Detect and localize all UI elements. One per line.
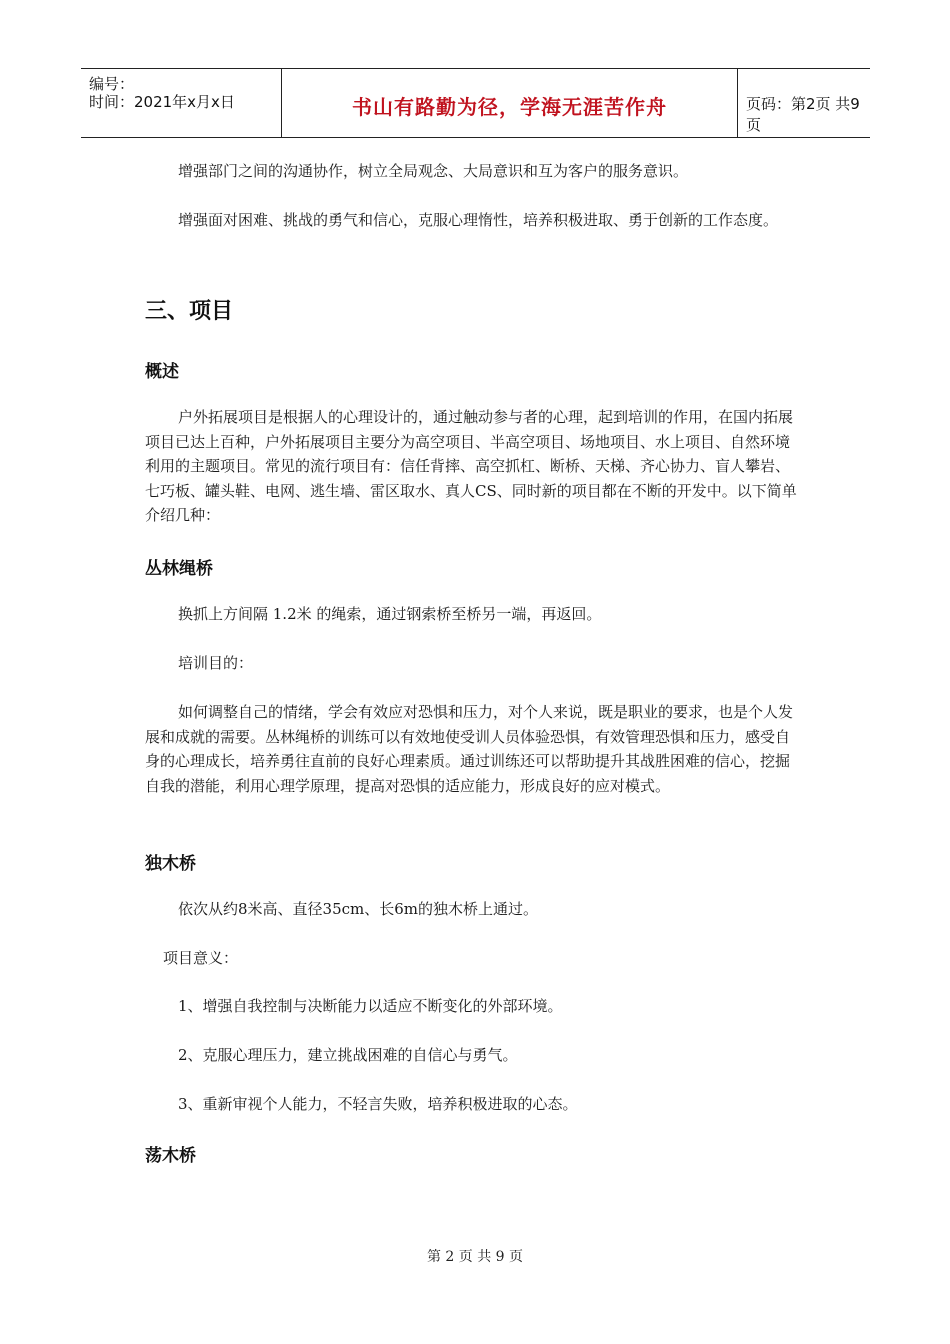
- time-label: 时间：2021年x月x日: [89, 93, 235, 111]
- swing-bridge-heading: 荡木桥: [145, 1146, 196, 1166]
- jungle-bridge-heading: 丛林绳桥: [145, 559, 213, 579]
- training-goal-paragraph: 如何调整自己的情绪，学会有效应对恐惧和压力，对个人来说，既是职业的要求，也是个人发展和成就的需要。丛林绳桥的训练可以有效地使受训人员体验恐惧，有效管理恐惧和压力，感受自身的心理成长，培养勇往直前的良好心理素质。通过训练还可以帮助提升其战胜困难的信心，挖掘自我的潜能，利用心理学原理，提高对恐惧的适应能力，形成良好的应对模式。: [145, 703, 794, 795]
- training-goal-label: 培训目的：: [178, 654, 254, 672]
- overview-paragraph: 户外拓展项目是根据人的心理设计的，通过触动参与者的心理，起到培训的作用，在国内拓展项目已达上百种，户外拓展项目主要分为高空项目、半高空项目、场地项目、水上项目、自然环境利用的主题项目。常见的流行项目有：信任背摔、高空抓杠、断桥、天梯、齐心协力、盲人攀岩、七巧板、罐头鞋、电网、逃生墙、雷区取水、真人CS、同时新的项目都在不断的开发中。以下简单介绍几种：: [145, 408, 797, 524]
- log-bridge-description: 依次从约8米高、直径35cm、长6m的独木桥上通过。: [178, 900, 539, 918]
- header-table: [81, 68, 870, 138]
- header-center-cell: [281, 69, 738, 137]
- jungle-bridge-description: 换抓上方间隔 1.2米 的绳索，通过钢索桥至桥另一端，再返回。: [178, 605, 602, 623]
- meaning-item-2: 2、克服心理压力，建立挑战困难的自信心与勇气。: [178, 1046, 518, 1064]
- number-label: 编号：: [89, 75, 135, 93]
- header-motto: 书山有路勤为径，学海无涯苦作舟: [352, 95, 667, 119]
- header-left-cell: [81, 69, 281, 137]
- paragraph-courage: 增强面对困难、挑战的勇气和信心，克服心理惰性，培养积极进取、勇于创新的工作态度。: [178, 211, 779, 229]
- project-meaning-label: 项目意义：: [163, 949, 239, 967]
- overview-heading: 概述: [145, 362, 179, 382]
- log-bridge-heading: 独木桥: [145, 854, 196, 874]
- paragraph-communication: 增强部门之间的沟通协作，树立全局观念、大局意识和互为客户的服务意识。: [178, 162, 689, 180]
- meaning-item-1: 1、增强自我控制与决断能力以适应不断变化的外部环境。: [178, 997, 563, 1015]
- page-footer: 第 2 页 共 9 页: [426, 1249, 524, 1265]
- header-right-cell: [737, 69, 870, 137]
- section-title: 三、项目: [145, 299, 234, 324]
- header-page-info: 页码：第2页 共9页: [746, 95, 860, 134]
- meaning-item-3: 3、重新审视个人能力，不轻言失败，培养积极进取的心态。: [178, 1095, 578, 1113]
